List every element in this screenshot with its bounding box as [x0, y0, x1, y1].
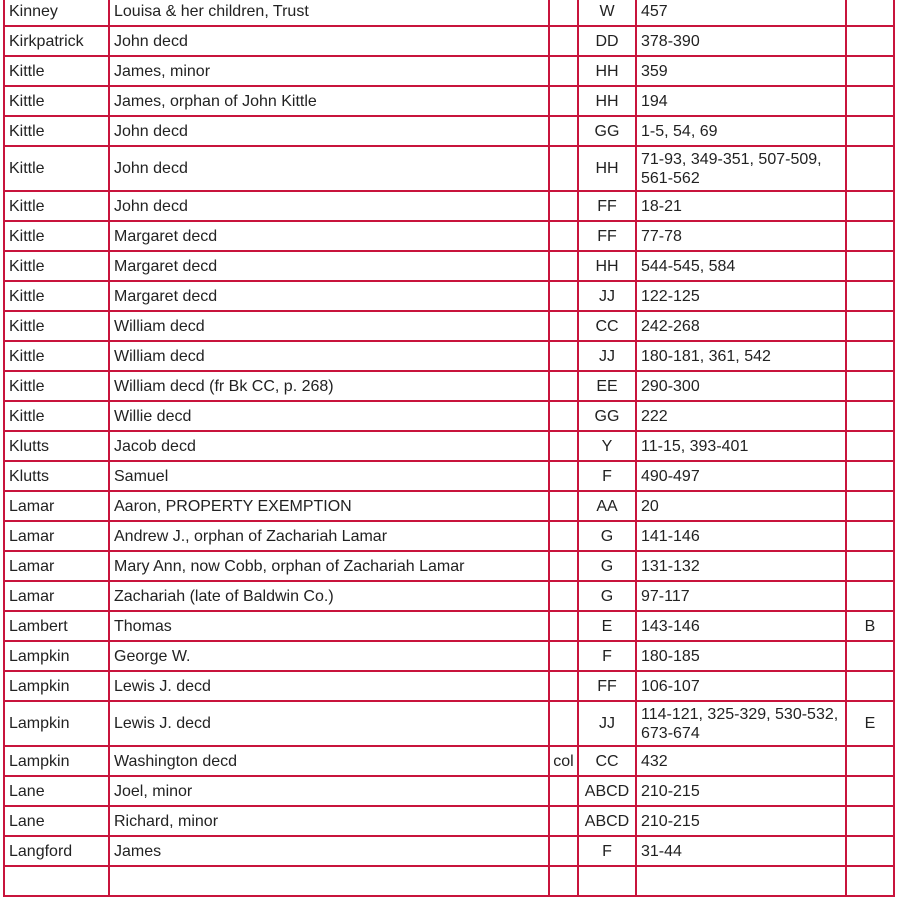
surname-cell: Lamar [4, 581, 109, 611]
table-row [4, 746, 894, 776]
extra-cell [846, 866, 894, 896]
surname-cell: Kittle [4, 86, 109, 116]
pages-cell: 77-78 [636, 221, 846, 251]
note-cell [549, 56, 578, 86]
surname-cell: Kittle [4, 371, 109, 401]
note-cell [549, 146, 578, 191]
book-cell: HH [578, 251, 636, 281]
book-cell: EE [578, 371, 636, 401]
surname-cell: Kittle [4, 311, 109, 341]
table-row [4, 521, 894, 551]
surname-cell: Langford [4, 836, 109, 866]
surname-cell: Lamar [4, 551, 109, 581]
note-cell [549, 836, 578, 866]
extra-cell [846, 251, 894, 281]
pages-cell: 18-21 [636, 191, 846, 221]
table-row [4, 86, 894, 116]
table-row [4, 866, 894, 896]
note-cell [549, 251, 578, 281]
surname-cell: Kittle [4, 191, 109, 221]
note-cell [549, 551, 578, 581]
surname-cell: Lampkin [4, 641, 109, 671]
table-row [4, 461, 894, 491]
given-name-cell: Richard, minor [109, 806, 549, 836]
pages-cell: 378-390 [636, 26, 846, 56]
book-cell: E [578, 611, 636, 641]
pages-cell: 222 [636, 401, 846, 431]
table-row [4, 0, 894, 26]
pages-cell: 1-5, 54, 69 [636, 116, 846, 146]
note-cell [549, 311, 578, 341]
book-cell: HH [578, 56, 636, 86]
table-row [4, 836, 894, 866]
given-name-cell: Andrew J., orphan of Zachariah Lamar [109, 521, 549, 551]
pages-cell: 210-215 [636, 776, 846, 806]
table-row [4, 221, 894, 251]
note-cell [549, 806, 578, 836]
given-name-cell: William decd (fr Bk CC, p. 268) [109, 371, 549, 401]
given-name-cell: Lewis J. decd [109, 671, 549, 701]
given-name-cell: James [109, 836, 549, 866]
pages-cell: 122-125 [636, 281, 846, 311]
table-row [4, 281, 894, 311]
table-row [4, 191, 894, 221]
extra-cell [846, 311, 894, 341]
surname-cell: Kittle [4, 221, 109, 251]
extra-cell [846, 401, 894, 431]
records-table [3, 0, 895, 897]
surname-cell: Lambert [4, 611, 109, 641]
table-row [4, 776, 894, 806]
table-row [4, 401, 894, 431]
table-row [4, 431, 894, 461]
surname-cell: Lane [4, 776, 109, 806]
extra-cell [846, 521, 894, 551]
pages-cell: 180-181, 361, 542 [636, 341, 846, 371]
note-cell [549, 641, 578, 671]
book-cell: JJ [578, 281, 636, 311]
given-name-cell: Jacob decd [109, 431, 549, 461]
pages-cell [636, 866, 846, 896]
extra-cell [846, 641, 894, 671]
note-cell [549, 0, 578, 26]
note-cell [549, 116, 578, 146]
surname-cell: Kittle [4, 146, 109, 191]
given-name-cell: Margaret decd [109, 221, 549, 251]
book-cell: ABCD [578, 776, 636, 806]
given-name-cell: Zachariah (late of Baldwin Co.) [109, 581, 549, 611]
given-name-cell: Mary Ann, now Cobb, orphan of Zachariah Lamar [109, 551, 549, 581]
given-name-cell [109, 866, 549, 896]
book-cell: CC [578, 311, 636, 341]
book-cell: AA [578, 491, 636, 521]
book-cell: GG [578, 401, 636, 431]
pages-cell: 97-117 [636, 581, 846, 611]
given-name-cell: William decd [109, 311, 549, 341]
extra-cell [846, 0, 894, 26]
extra-cell [846, 86, 894, 116]
surname-cell: Kittle [4, 281, 109, 311]
note-cell [549, 221, 578, 251]
table-row [4, 116, 894, 146]
pages-cell: 242-268 [636, 311, 846, 341]
note-cell [549, 701, 578, 746]
surname-cell: Kittle [4, 116, 109, 146]
table-row [4, 311, 894, 341]
given-name-cell: Joel, minor [109, 776, 549, 806]
table-row [4, 551, 894, 581]
table-row [4, 371, 894, 401]
pages-cell: 194 [636, 86, 846, 116]
book-cell: GG [578, 116, 636, 146]
extra-cell [846, 581, 894, 611]
extra-cell [846, 26, 894, 56]
pages-cell: 359 [636, 56, 846, 86]
extra-cell [846, 341, 894, 371]
extra-cell [846, 836, 894, 866]
pages-cell: 20 [636, 491, 846, 521]
table-row [4, 671, 894, 701]
given-name-cell: Louisa & her children, Trust [109, 0, 549, 26]
given-name-cell: John decd [109, 26, 549, 56]
table-row [4, 641, 894, 671]
surname-cell: Kittle [4, 56, 109, 86]
book-cell: DD [578, 26, 636, 56]
pages-cell: 11-15, 393-401 [636, 431, 846, 461]
given-name-cell: John decd [109, 116, 549, 146]
note-cell [549, 776, 578, 806]
given-name-cell: John decd [109, 146, 549, 191]
book-cell: F [578, 836, 636, 866]
pages-cell: 180-185 [636, 641, 846, 671]
pages-cell: 141-146 [636, 521, 846, 551]
note-cell: col [549, 746, 578, 776]
surname-cell: Kittle [4, 251, 109, 281]
surname-cell: Klutts [4, 461, 109, 491]
book-cell: CC [578, 746, 636, 776]
pages-cell: 432 [636, 746, 846, 776]
pages-cell: 544-545, 584 [636, 251, 846, 281]
book-cell: G [578, 521, 636, 551]
given-name-cell: William decd [109, 341, 549, 371]
extra-cell: E [846, 701, 894, 746]
pages-cell: 31-44 [636, 836, 846, 866]
book-cell: F [578, 461, 636, 491]
surname-cell: Lampkin [4, 671, 109, 701]
extra-cell [846, 431, 894, 461]
book-cell: F [578, 641, 636, 671]
book-cell: FF [578, 221, 636, 251]
surname-cell: Kirkpatrick [4, 26, 109, 56]
extra-cell [846, 491, 894, 521]
table-row [4, 491, 894, 521]
pages-cell: 106-107 [636, 671, 846, 701]
note-cell [549, 521, 578, 551]
book-cell: FF [578, 671, 636, 701]
pages-cell: 210-215 [636, 806, 846, 836]
extra-cell [846, 551, 894, 581]
table-row [4, 341, 894, 371]
surname-cell: Kinney [4, 0, 109, 26]
surname-cell: Kittle [4, 401, 109, 431]
given-name-cell: George W. [109, 641, 549, 671]
book-cell: HH [578, 146, 636, 191]
extra-cell [846, 56, 894, 86]
pages-cell: 290-300 [636, 371, 846, 401]
table-row [4, 251, 894, 281]
note-cell [549, 401, 578, 431]
extra-cell: B [846, 611, 894, 641]
extra-cell [846, 461, 894, 491]
surname-cell: Lamar [4, 521, 109, 551]
surname-cell: Kittle [4, 341, 109, 371]
note-cell [549, 491, 578, 521]
given-name-cell: Lewis J. decd [109, 701, 549, 746]
book-cell: W [578, 0, 636, 26]
surname-cell: Klutts [4, 431, 109, 461]
pages-cell: 457 [636, 0, 846, 26]
extra-cell [846, 806, 894, 836]
table-row [4, 56, 894, 86]
note-cell [549, 86, 578, 116]
pages-cell: 490-497 [636, 461, 846, 491]
table-row [4, 581, 894, 611]
table-row [4, 26, 894, 56]
book-cell: Y [578, 431, 636, 461]
extra-cell [846, 116, 894, 146]
table-row [4, 611, 894, 641]
book-cell: FF [578, 191, 636, 221]
note-cell [549, 581, 578, 611]
extra-cell [846, 671, 894, 701]
extra-cell [846, 776, 894, 806]
book-cell [578, 866, 636, 896]
extra-cell [846, 221, 894, 251]
note-cell [549, 866, 578, 896]
pages-cell: 143-146 [636, 611, 846, 641]
given-name-cell: Samuel [109, 461, 549, 491]
extra-cell [846, 281, 894, 311]
book-cell: ABCD [578, 806, 636, 836]
pages-cell: 71-93, 349-351, 507-509, 561-562 [636, 146, 846, 191]
surname-cell: Lampkin [4, 701, 109, 746]
surname-cell: Lamar [4, 491, 109, 521]
book-cell: HH [578, 86, 636, 116]
book-cell: G [578, 551, 636, 581]
given-name-cell: Aaron, PROPERTY EXEMPTION [109, 491, 549, 521]
given-name-cell: James, orphan of John Kittle [109, 86, 549, 116]
extra-cell [846, 146, 894, 191]
note-cell [549, 431, 578, 461]
table-row [4, 806, 894, 836]
extra-cell [846, 191, 894, 221]
given-name-cell: Willie decd [109, 401, 549, 431]
extra-cell [846, 746, 894, 776]
note-cell [549, 371, 578, 401]
pages-cell: 131-132 [636, 551, 846, 581]
given-name-cell: Margaret decd [109, 281, 549, 311]
surname-cell: Lane [4, 806, 109, 836]
table-row [4, 146, 894, 191]
given-name-cell: Thomas [109, 611, 549, 641]
note-cell [549, 341, 578, 371]
given-name-cell: John decd [109, 191, 549, 221]
surname-cell [4, 866, 109, 896]
book-cell: JJ [578, 701, 636, 746]
given-name-cell: Washington decd [109, 746, 549, 776]
surname-cell: Lampkin [4, 746, 109, 776]
given-name-cell: Margaret decd [109, 251, 549, 281]
note-cell [549, 281, 578, 311]
note-cell [549, 611, 578, 641]
note-cell [549, 191, 578, 221]
book-cell: JJ [578, 341, 636, 371]
given-name-cell: James, minor [109, 56, 549, 86]
extra-cell [846, 371, 894, 401]
table-row [4, 701, 894, 746]
note-cell [549, 671, 578, 701]
note-cell [549, 26, 578, 56]
book-cell: G [578, 581, 636, 611]
note-cell [549, 461, 578, 491]
records-table-body [4, 0, 894, 896]
pages-cell: 114-121, 325-329, 530-532, 673-674 [636, 701, 846, 746]
